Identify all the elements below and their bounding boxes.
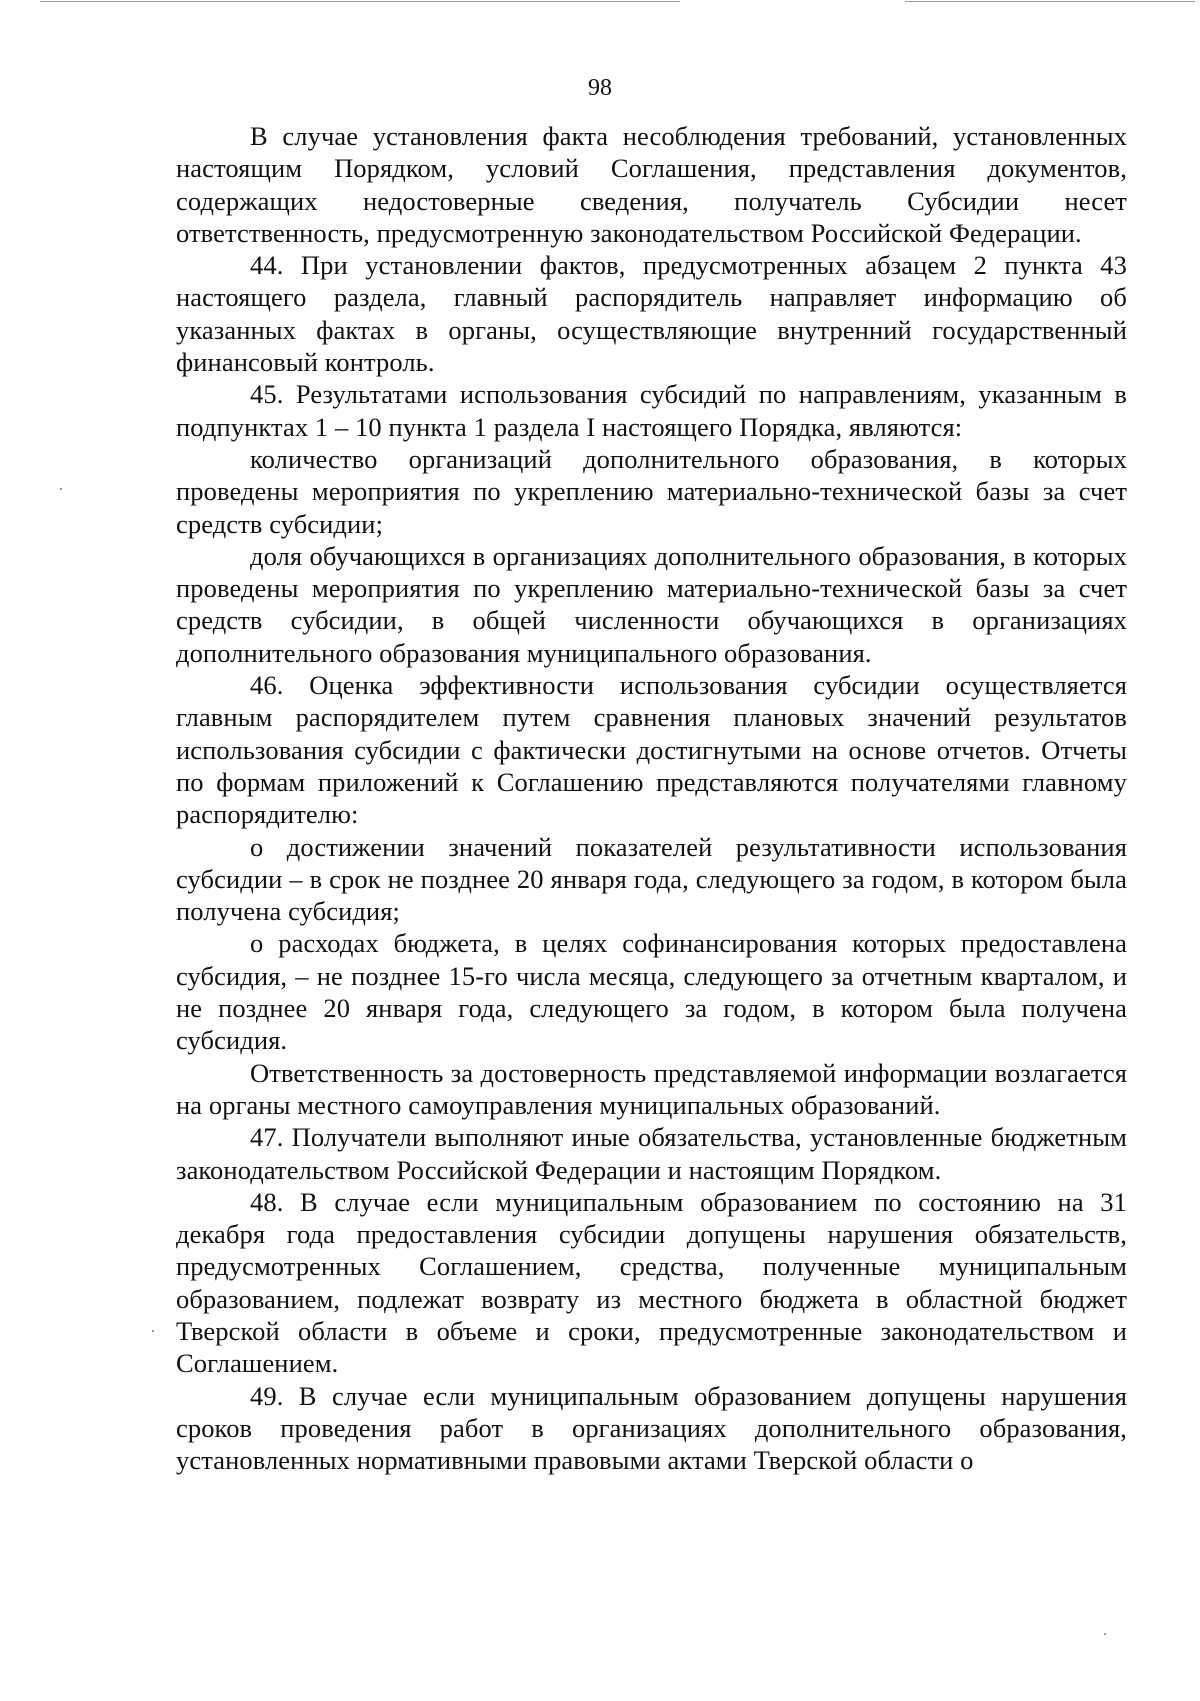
paragraph-44: 44. При установлении фактов, предусмотренных абзацем 2 пункта 43 настоящего раздела, главный распорядитель направляет информацию об указанных фактах в органы, осуществляющие внутренний государственный финансовый контроль. — [176, 250, 1127, 378]
scan-speck — [60, 488, 62, 490]
page-number: 98 — [588, 75, 612, 101]
paragraph-46-report-1: о достижении значений показателей результативности использования субсидии – в срок не позднее 20 января года, следующего за годом, в котором была получена субсидия; — [176, 831, 1127, 927]
scan-speck — [152, 1330, 154, 1332]
paragraph-46-responsibility: Ответственность за достоверность представляемой информации возлагается на органы местного самоуправления муниципальных образований. — [176, 1057, 1127, 1120]
scan-speck — [1104, 1633, 1106, 1635]
paragraph-45-indicator-2: доля обучающихся в организациях дополнительного образования, в которых проведены мероприятия по укреплению материально-технической базы за счет средств субсидии, в общей численности обучающихся в организациях дополнительного образования муниципального образования. — [176, 540, 1127, 668]
paragraph-47: 47. Получатели выполняют иные обязательства, установленные бюджетным законодательством Российской Федерации и настоящим Порядком. — [176, 1122, 1127, 1185]
paragraph-46-report-2: о расходах бюджета, в целях софинансирования которых предоставлена субсидия, – не позднее 15-го числа месяца, следующего за отчетным кварталом, и не позднее 20 января года, следующего за годом, в котором была получена субсидия. — [176, 928, 1127, 1056]
paragraph-48: 48. В случае если муниципальным образованием по состоянию на 31 декабря года предоставления субсидии допущены нарушения обязательств, предусмотренных Соглашением, средства, полученные муниципальным образованием, подлежат возврату из местного бюджета в областной бюджет Тверской области в объеме и сроки, предусмотренные законодательством и Соглашением. — [176, 1186, 1127, 1379]
paragraph-49: 49. В случае если муниципальным образованием допущены нарушения сроков проведения работ в организациях дополнительного образования, установленных нормативными правовыми актами Тверской области о — [176, 1380, 1127, 1476]
paragraph-45-indicator-1: количество организаций дополнительного образования, в которых проведены мероприятия по укреплению материально-технической базы за счет средств субсидии; — [176, 443, 1127, 539]
paragraph-46: 46. Оценка эффективности использования субсидии осуществляется главным распорядителем путем сравнения плановых значений результатов использования субсидии с фактически достигнутыми на основе отчетов. Отчеты по формам приложений к Соглашению представляются получателями главному распорядителю: — [176, 670, 1127, 830]
document-body — [176, 120, 1127, 1476]
paragraph-responsibility: В случае установления факта несоблюдения требований, установленных настоящим Порядком, условий Соглашения, представления документов, содержащих недостоверные сведения, получатель Субсидии несет ответственность, предусмотренную законодательством Российской Федерации. — [176, 121, 1127, 248]
paragraph-45: 45. Результатами использования субсидий по направлениям, указанным в подпунктах 1 – 10 пункта 1 раздела I настоящего Порядка, являются: — [176, 379, 1127, 442]
